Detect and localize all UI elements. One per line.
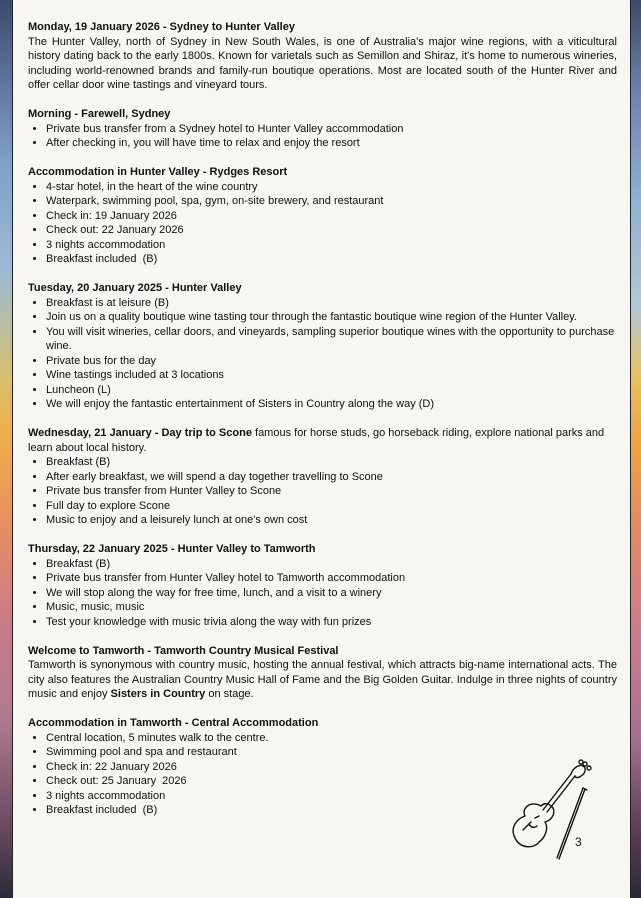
section-intro [28,426,617,455]
bullet-list [28,122,617,151]
violin-icon [501,758,597,864]
list-item: • Check in: 22 January 2026 [46,760,617,775]
list-item: • Breakfast included (B) [46,803,617,818]
list-item: • You will visit wineries, cellar doors, and vineyards, sampling superior boutique wines with the opportunity to purchase wine. [46,325,617,354]
list-item: • Full day to explore Scone [46,499,617,514]
list-item: • 3 nights accommodation [46,789,617,804]
list-item: • Luncheon (L) [46,383,617,398]
section-wednesday [28,426,617,528]
section-monday [28,20,617,93]
section-title: Accommodation in Hunter Valley - Rydges Resort [28,166,288,178]
bullet-list [28,557,617,630]
section-welcome-tamworth [28,644,617,702]
section-title: Accommodation in Tamworth - Central Accommodation [28,717,319,729]
list-item: • After early breakfast, we will spend a day together travelling to Scone [46,470,617,485]
list-item: • 4-star hotel, in the heart of the wine country [46,180,617,195]
list-item: • Check out: 25 January 2026 [46,774,617,789]
paragraph-text-end: on stage. [205,688,254,700]
section-tuesday [28,281,617,412]
section-title: Morning - Farewell, Sydney [28,108,171,120]
section-paragraph [28,658,617,702]
list-item: • Private bus transfer from Hunter Valley hotel to Tamworth accommodation [46,571,617,586]
document-page [12,0,631,898]
list-item: • Central location, 5 minutes walk to the centre. [46,731,617,746]
bullet-list [28,455,617,528]
section-title: Wednesday, 21 January - Day trip to Scone [28,427,252,439]
list-item: • Private bus for the day [46,354,617,369]
bullet-list [28,296,617,412]
section-title-rest: famous for horse studs, go horseback riding, explore national parks and learn about local history. [28,427,605,454]
list-item: • 3 nights accommodation [46,238,617,253]
section-accommodation-hunter-valley [28,165,617,267]
list-item: • Breakfast (B) [46,557,617,572]
list-item: • Breakfast included (B) [46,252,617,267]
paragraph-text: Tamworth is synonymous with country music, hosting the annual festival, which attracts big-name international acts. The city also features the Australian Country Music Hall of Fame and the Big Golden Guitar. Indulge in three nights of country music and enjoy [28,659,617,700]
list-item: • Check in: 19 January 2026 [46,209,617,224]
list-item: • Music to enjoy and a leisurely lunch at one's own cost [46,513,617,528]
list-item: • Private bus transfer from Hunter Valley to Scone [46,484,617,499]
list-item: • Music, music, music [46,600,617,615]
bullet-list [28,180,617,267]
section-paragraph: The Hunter Valley, north of Sydney in New South Wales, is one of Australia's major wine regions, with a viticultural history dating back to the early 1800s. Known for varietals such as Semillon and Shiraz, it's home to numerous wineries, including world-renowned brands and family-run boutique operations. Most are located south of the Hunter River and offer cellar door wine tastings and vineyard tours. [28,35,617,91]
list-item: • After checking in, you will have time to relax and enjoy the resort [46,136,617,151]
section-thursday [28,542,617,629]
section-morning [28,107,617,151]
list-item: • Private bus transfer from a Sydney hotel to Hunter Valley accommodation [46,122,617,137]
page-content [28,20,617,832]
list-item: • We will stop along the way for free time, lunch, and a visit to a winery [46,586,617,601]
list-item: • Waterpark, swimming pool, spa, gym, on-site brewery, and restaurant [46,194,617,209]
list-item: • Wine tastings included at 3 locations [46,368,617,383]
list-item: • Breakfast is at leisure (B) [46,296,617,311]
page-number: 3 [575,835,582,849]
list-item: • Test your knowledge with music trivia along the way with fun prizes [46,615,617,630]
paragraph-bold-text: Sisters in Country [110,688,206,700]
left-sunset-border [0,0,12,898]
list-item: • Breakfast (B) [46,455,617,470]
section-title: Thursday, 22 January 2025 - Hunter Valley to Tamworth [28,543,316,555]
section-title: Tuesday, 20 January 2025 - Hunter Valley [28,282,242,294]
section-title: Monday, 19 January 2026 - Sydney to Hunter Valley [28,21,295,33]
list-item: • We will enjoy the fantastic entertainment of Sisters in Country along the way (D) [46,397,617,412]
list-item: • Check out: 22 January 2026 [46,223,617,238]
section-title: Welcome to Tamworth - Tamworth Country Musical Festival [28,644,339,657]
list-item: • Join us on a quality boutique wine tasting tour through the fantastic boutique wine region of the Hunter Valley. [46,310,617,325]
list-item: • Swimming pool and spa and restaurant [46,745,617,760]
